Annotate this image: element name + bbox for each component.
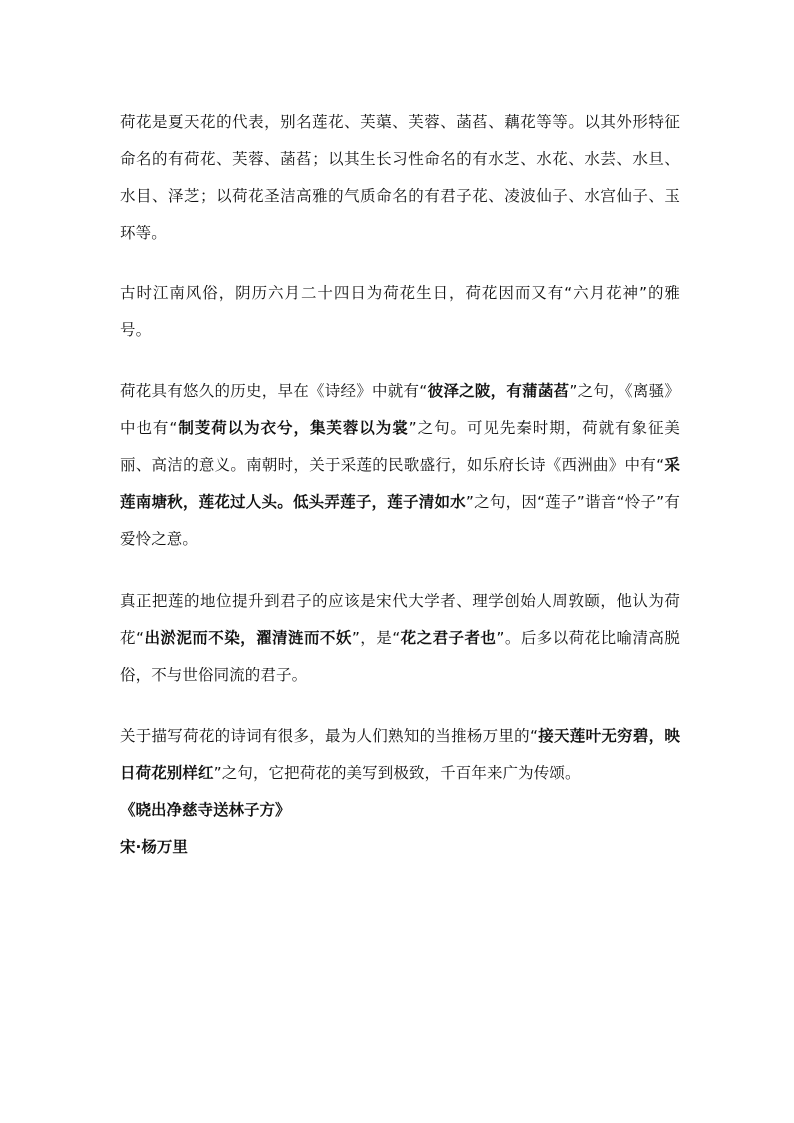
quote-ailianshuo: 出淤泥而不染，濯清涟而不妖 xyxy=(144,629,352,647)
text-run: ”之句。可见先秦时期，荷就有象征美丽、高洁的意义。南朝时，关于采莲的民歌盛行，如乐府长诗《西洲曲》中有“ xyxy=(120,419,680,474)
paragraph-lotus-names xyxy=(120,104,680,252)
text-run: 荷花具有悠久的历史，早在《诗经》中就有“ xyxy=(120,382,428,400)
text-run: 真正把莲的地位提升到君子的应该是宋代大学者、理学创始人周敦颐，他认为荷花“ xyxy=(120,592,680,647)
paragraph-text: 荷花是夏天花的代表，别名莲花、芙蕖、芙蓉、菡萏、藕花等等。以其外形特征命名的有荷花、芙蓉、菡萏；以其生长习性命名的有水芝、水花、水芸、水旦、水目、泽芝；以荷花圣洁高雅的气质命名的有君子花、凌波仙子、水宫仙子、玉环等。 xyxy=(120,113,680,242)
text-run: ”。后多以荷花比喻清高脱俗，不与世俗同流的君子。 xyxy=(120,629,680,684)
poem-title: 《晓出净慈寺送林子方》 xyxy=(120,801,291,819)
text-run: ”之句，《离骚》中也有“ xyxy=(120,382,680,437)
paragraph-lotus-birthday xyxy=(120,275,680,349)
quote-xizhouqu: 采莲南塘秋，莲花过人头。低头弄莲子，莲子清如水 xyxy=(120,456,680,511)
quote-gentleman-flower: 花之君子者也 xyxy=(400,629,497,647)
quote-shijing: 彼泽之陂，有蒲菡萏 xyxy=(427,382,570,400)
document-page xyxy=(120,104,680,866)
paragraph-text: 古时江南风俗，阴历六月二十四日为荷花生日，荷花因而又有“六月花神”的雅号。 xyxy=(120,284,680,339)
text-run: 关于描写荷花的诗词有很多，最为人们熟知的当推杨万里的“ xyxy=(120,727,539,745)
paragraph-lotus-history xyxy=(120,373,680,558)
poem-author: 宋·杨万里 xyxy=(120,838,188,856)
paragraph-lotus-poetry xyxy=(120,718,680,792)
quote-lisao: 制芰荷以为衣兮，集芙蓉以为裳 xyxy=(177,419,409,437)
paragraph-lotus-gentleman xyxy=(120,583,680,694)
quote-yang-wanli: 接天莲叶无穷碧，映日荷花别样红 xyxy=(120,727,681,782)
text-run: ”之句，因“莲子”谐音“怜子”有爱怜之意。 xyxy=(120,493,680,548)
text-run: ”之句，它把荷花的美写到极致，千百年来广为传颂。 xyxy=(213,764,581,782)
text-run: ”，是“ xyxy=(351,629,401,647)
